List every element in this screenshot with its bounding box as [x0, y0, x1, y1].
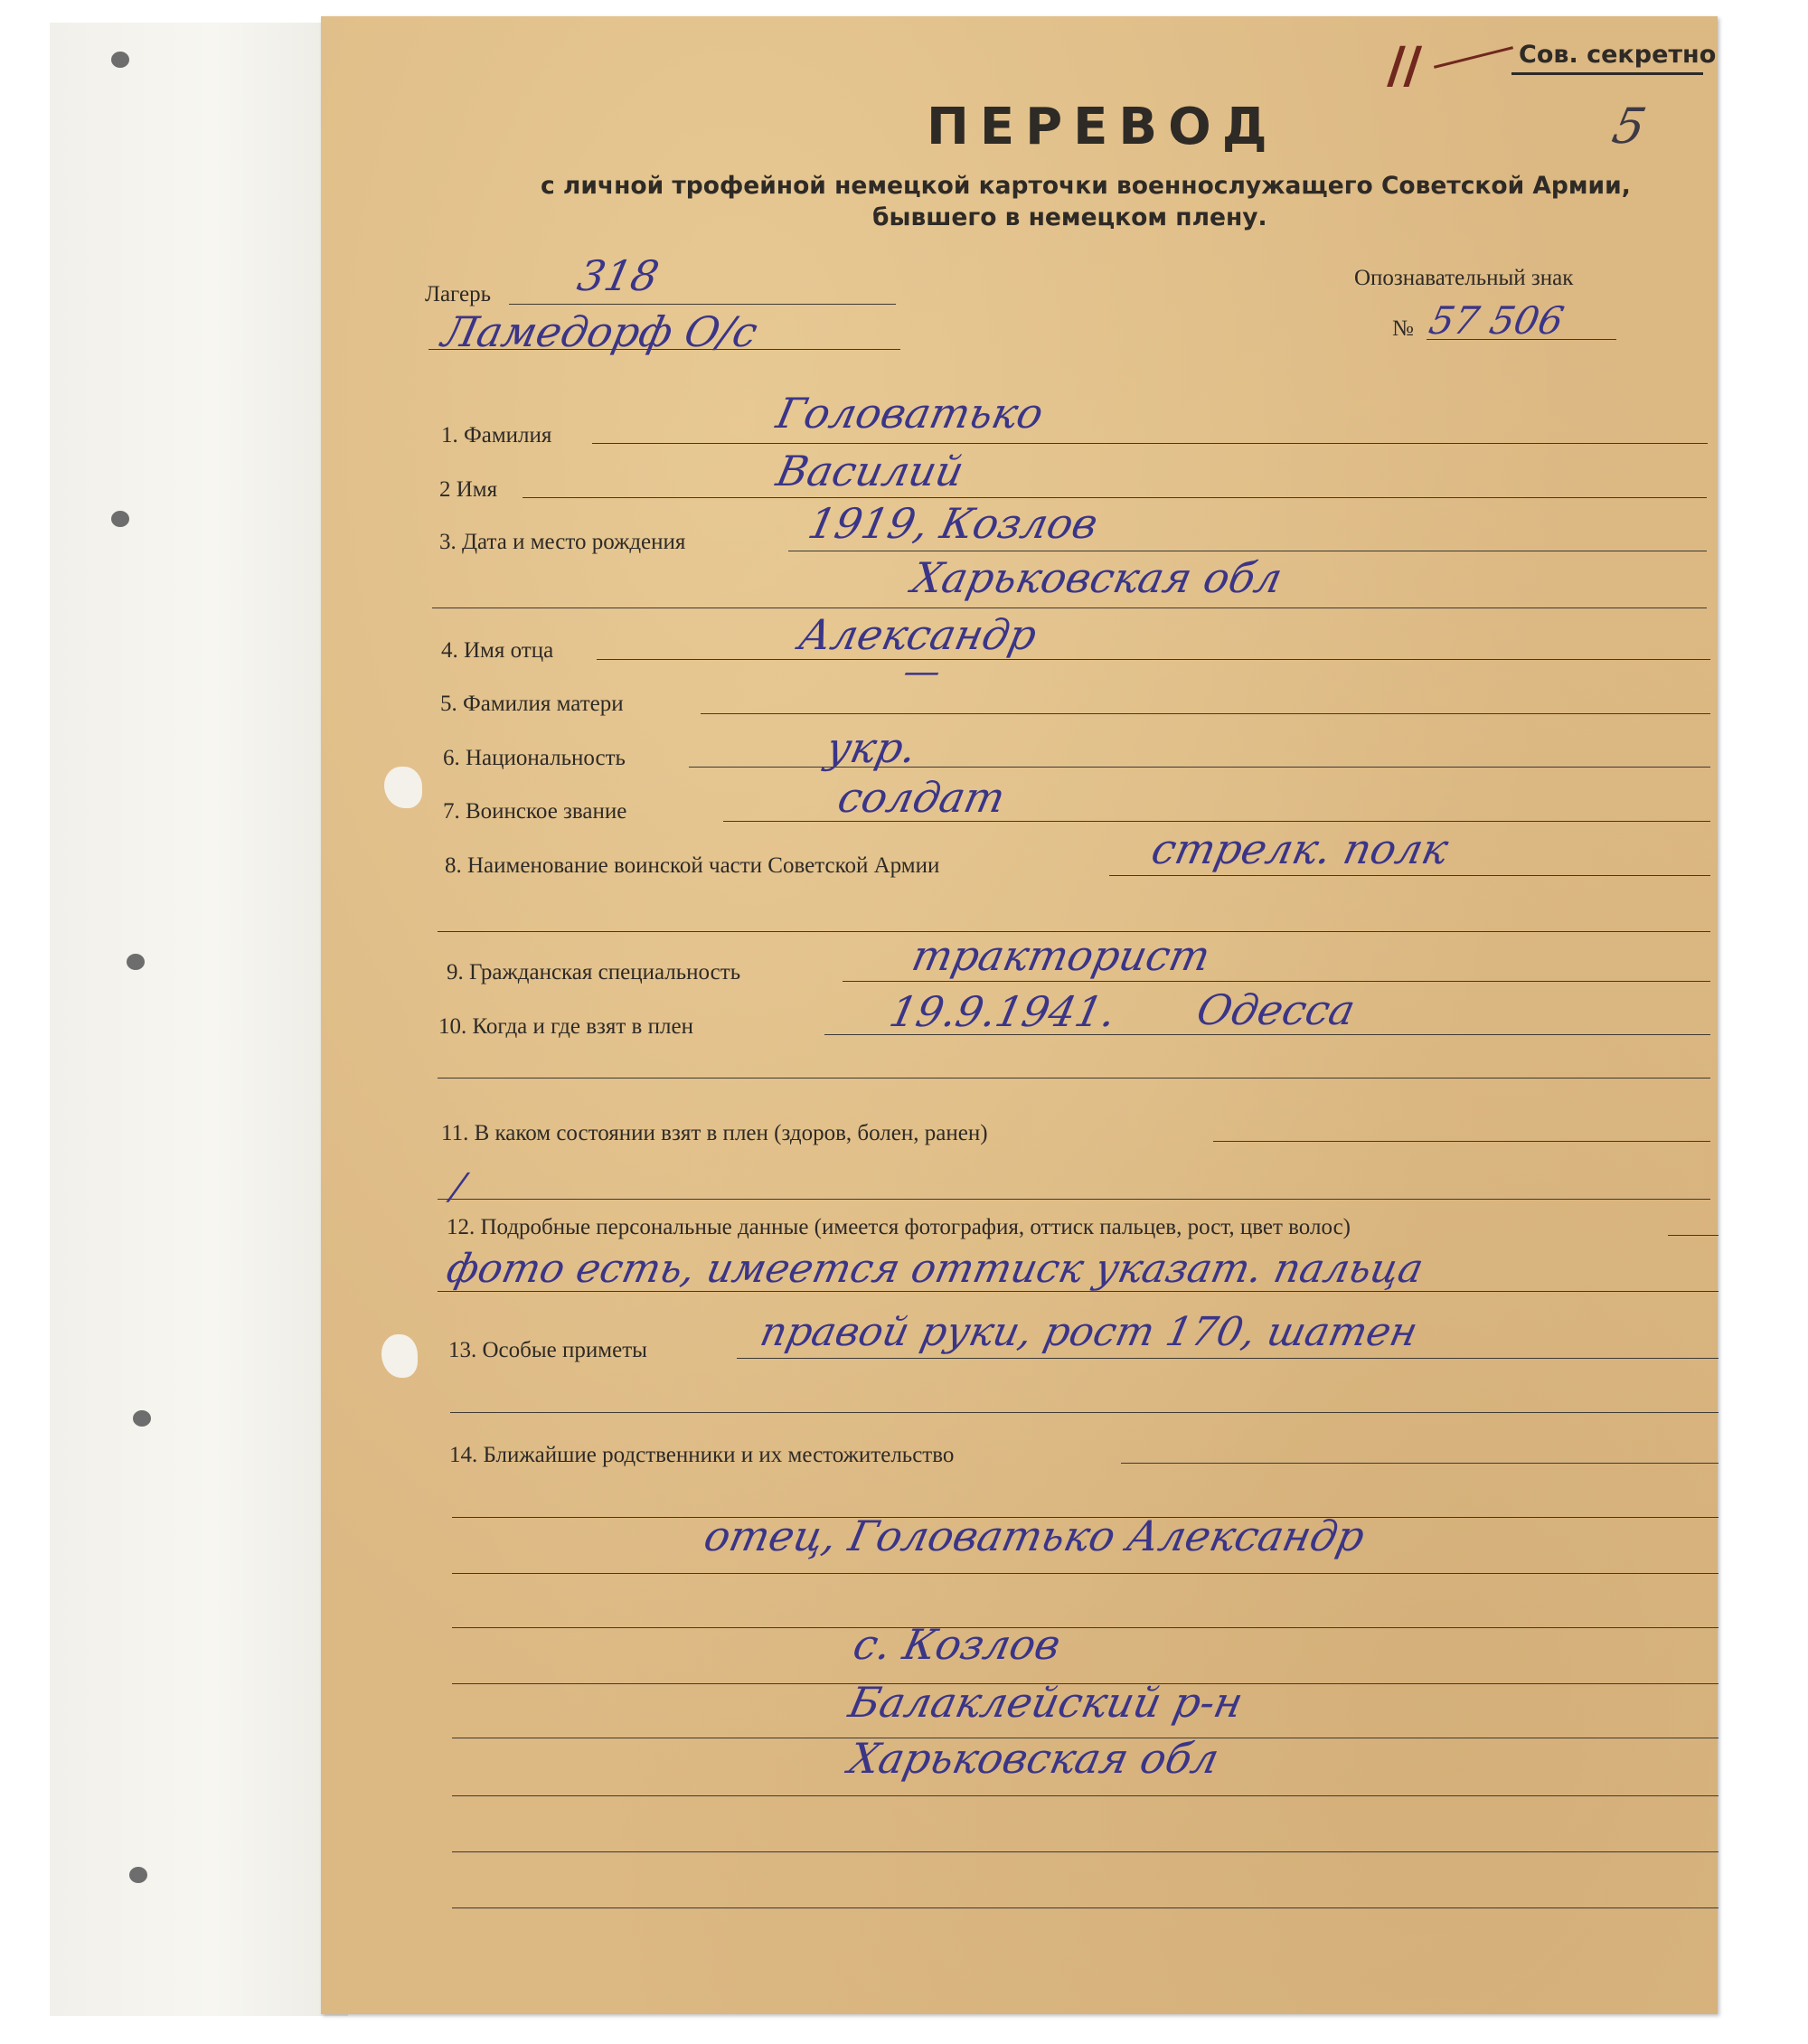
- relatives-line: Балаклейский р-н: [844, 1678, 1248, 1727]
- underline: [1109, 875, 1710, 876]
- punch-hole: [127, 954, 145, 970]
- id-tag-label: Опознавательный знак: [1354, 266, 1574, 290]
- underline: [737, 1358, 1719, 1359]
- field-father-value: Александр: [795, 610, 1041, 659]
- underline: [452, 1573, 1719, 1574]
- underline: [1668, 1235, 1719, 1236]
- page-number: 5: [1607, 98, 1652, 155]
- underline: [597, 659, 1710, 660]
- underline: [452, 1795, 1719, 1796]
- field-birth-value: 1919, Козлов: [804, 499, 1103, 548]
- id-tag-number-label: №: [1392, 316, 1414, 341]
- field-father-continuation: —: [899, 651, 945, 692]
- field-personal-data-label: 12. Подробные персональные данные (имеется фотография, оттиск пальцев, рост, цвет волос): [447, 1215, 1351, 1239]
- underline: [1213, 1141, 1710, 1142]
- underline: [843, 981, 1710, 982]
- field-surname-value: Головатько: [772, 389, 1048, 438]
- paper-tear: [384, 767, 422, 808]
- document-subtitle: бывшего в немецком плену.: [872, 203, 1267, 231]
- camp-label: Лагерь: [425, 282, 491, 306]
- field-marks-label: 13. Особые приметы: [448, 1338, 647, 1362]
- underline: [509, 304, 896, 305]
- underline: [523, 497, 1707, 498]
- field-relatives-label: 14. Ближайшие родственники и их местожительство: [449, 1443, 955, 1467]
- field-nationality-value: укр.: [822, 723, 921, 772]
- field-rank-value: солдат: [833, 773, 1010, 822]
- underline: [450, 1412, 1719, 1413]
- camp-number: 318: [573, 251, 664, 300]
- field-name-value: Василий: [772, 447, 968, 495]
- field-captured-place: Одесса: [1192, 985, 1360, 1034]
- document-subtitle: с личной трофейной немецкой карточки военнослужащего Советской Армии,: [541, 172, 1631, 200]
- field-marks-value: правой руки, рост 170, шатен: [756, 1309, 1422, 1355]
- punch-hole: [129, 1867, 147, 1883]
- field-mother-label: 5. Фамилия матери: [440, 692, 624, 716]
- camp-location: Ламедорф О/с: [438, 307, 762, 356]
- punch-hole: [133, 1410, 151, 1427]
- underline: [438, 1199, 1710, 1200]
- field-birth-continuation: Харьковская обл: [908, 553, 1287, 602]
- field-profession-label: 9. Гражданская специальность: [447, 960, 741, 984]
- field-captured-date: 19.9.1941.: [885, 987, 1121, 1036]
- classification-stamp: Сов. секретно: [1519, 41, 1717, 69]
- underline: [452, 1851, 1719, 1852]
- field-father-label: 4. Имя отца: [441, 638, 554, 663]
- id-tag-value: 57 506: [1425, 298, 1568, 343]
- field-unit-label: 8. Наименование воинской части Советской Армии: [445, 853, 940, 878]
- underline: [701, 713, 1710, 714]
- underline: [1121, 1463, 1719, 1464]
- underline: [438, 1078, 1710, 1079]
- document-title: ПЕРЕВОД: [927, 98, 1278, 156]
- field-unit-value: стрелк. полк: [1147, 824, 1453, 873]
- relatives-line: Харьковская обл: [844, 1734, 1224, 1783]
- classification-underline: [1511, 72, 1703, 75]
- field-condition-continuation: /: [447, 1166, 469, 1208]
- underline: [452, 1907, 1719, 1908]
- relatives-line: отец, Головатько Александр: [700, 1512, 1370, 1560]
- field-nationality-label: 6. Национальность: [443, 746, 626, 770]
- pencil-mark: II: [1377, 34, 1432, 100]
- field-condition-label: 11. В каком состоянии взят в плен (здоров, болен, ранен): [441, 1121, 988, 1145]
- underline: [452, 1627, 1719, 1628]
- binding-strip: [50, 23, 348, 2016]
- field-rank-label: 7. Воинское звание: [443, 799, 627, 824]
- field-name-label: 2 Имя: [439, 477, 498, 502]
- punch-hole: [111, 52, 129, 68]
- underline: [592, 443, 1708, 444]
- field-birth-label: 3. Дата и место рождения: [439, 530, 686, 554]
- relatives-line: с. Козлов: [849, 1620, 1065, 1669]
- paper-tear: [381, 1334, 418, 1378]
- punch-hole: [111, 511, 129, 527]
- field-surname-label: 1. Фамилия: [441, 423, 552, 447]
- field-personal-data-continuation: фото есть, имеется оттиск указат. пальца: [442, 1246, 1427, 1292]
- field-captured-label: 10. Когда и где взят в плен: [438, 1014, 693, 1039]
- field-profession-value: тракторист: [908, 931, 1215, 980]
